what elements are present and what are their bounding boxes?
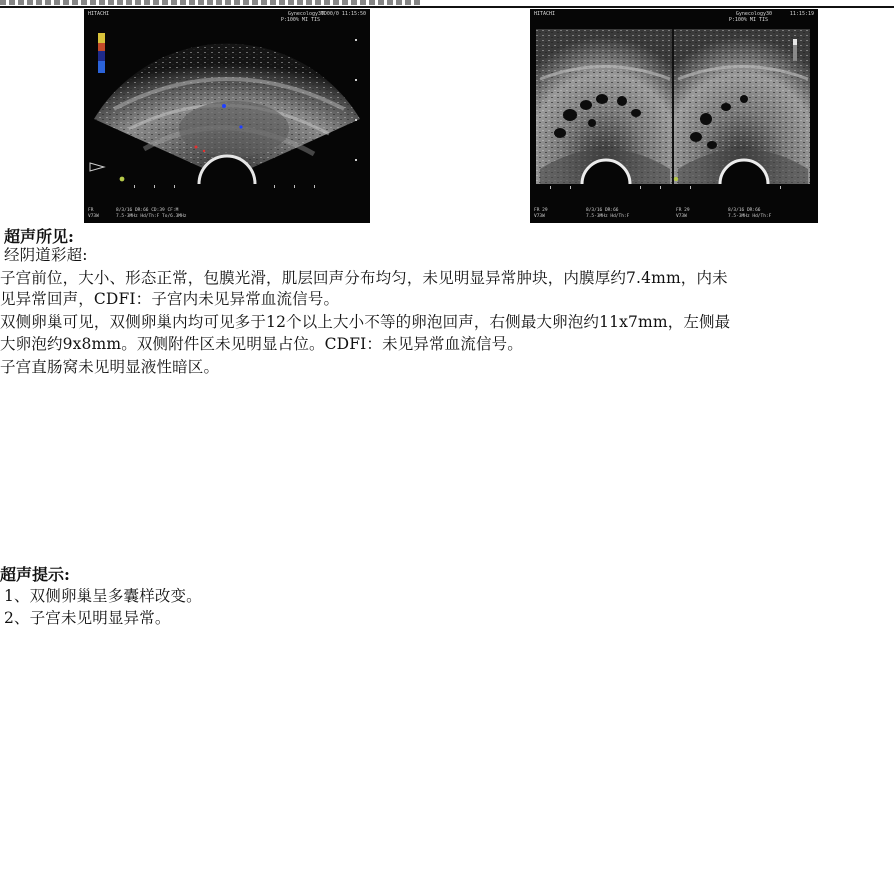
ultrasound-header-right [534,11,814,25]
scan-time: TD00/0 11:15:50 [320,11,366,17]
findings-title: 超声所见: [4,227,74,246]
footer-probe: V73W [534,214,545,219]
ultrasound-footer-right [534,208,814,221]
findings-ovary-line-1: 双侧卵巢可见，双侧卵巢内均可见多于12个以上大小不等的卵泡回声，右侧最大卵泡约11x7mm，左侧最 [0,313,731,331]
footer-frame-rate: FR [88,208,94,213]
findings-uterus-line-2: 见异常回声，CDFI：子宫内未见异常血流信号。 [0,290,340,308]
scan-time: 11:15:19 [789,11,814,17]
findings-method: 经阴道彩超: [4,246,88,264]
footer-probe-2: V73W [676,214,687,219]
conclusion-item-2: 2、子宫未见明显异常。 [4,609,171,627]
ultrasound-scan-right [530,9,818,223]
footer-frequency: 7.5-3MHz Hd/Th:F [586,214,630,219]
footer-settings-2: 8/3/16 DR:66 [728,208,761,213]
scan-preset: Gynecology30 [287,11,324,17]
footer-frame-rate-2: FR 29 [676,208,690,213]
scan-params: P:100% MI TIS [728,17,768,23]
scan-params: P:100% MI TIS [280,17,320,23]
header-rule [0,6,894,8]
findings-ovary-line-2: 大卵泡约9x8mm。双侧附件区未见明显占位。CDFI：未见异常血流信号。 [0,335,523,353]
scanner-brand: HITACHI [534,11,556,17]
findings-pelvis-line: 子宫直肠窝未见明显液性暗区。 [0,358,220,376]
conclusion-item-1: 1、双侧卵巢呈多囊样改变。 [4,587,202,605]
conclusion-title: 超声提示: [0,565,70,584]
footer-settings: 8/3/16 DR:66 [586,208,619,213]
ultrasound-footer-left [88,208,366,221]
ultrasound-header-left [88,11,366,25]
ultrasound-image-left [84,9,370,223]
footer-frequency: 7.5-3MHz Hd/Th:F To/6.3MHz [116,214,187,219]
findings-uterus-line-1: 子宫前位，大小、形态正常，包膜光滑，肌层回声分布均匀，未见明显异常肿块，内膜厚约7.4mm，内未 [0,269,728,287]
scanner-brand: HITACHI [88,11,110,17]
scan-preset: Gynecology30 [735,11,772,17]
footer-settings: 8/3/16 DR:66 CD:39 CF:M [116,208,179,213]
cropped-header-text [0,0,420,5]
footer-frequency-2: 7.5-3MHz Hd/Th:F [728,214,772,219]
ultrasound-image-right [530,9,818,223]
footer-probe: V73W [88,214,99,219]
ultrasound-scan-left [84,9,370,223]
footer-frame-rate: FR 29 [534,208,548,213]
